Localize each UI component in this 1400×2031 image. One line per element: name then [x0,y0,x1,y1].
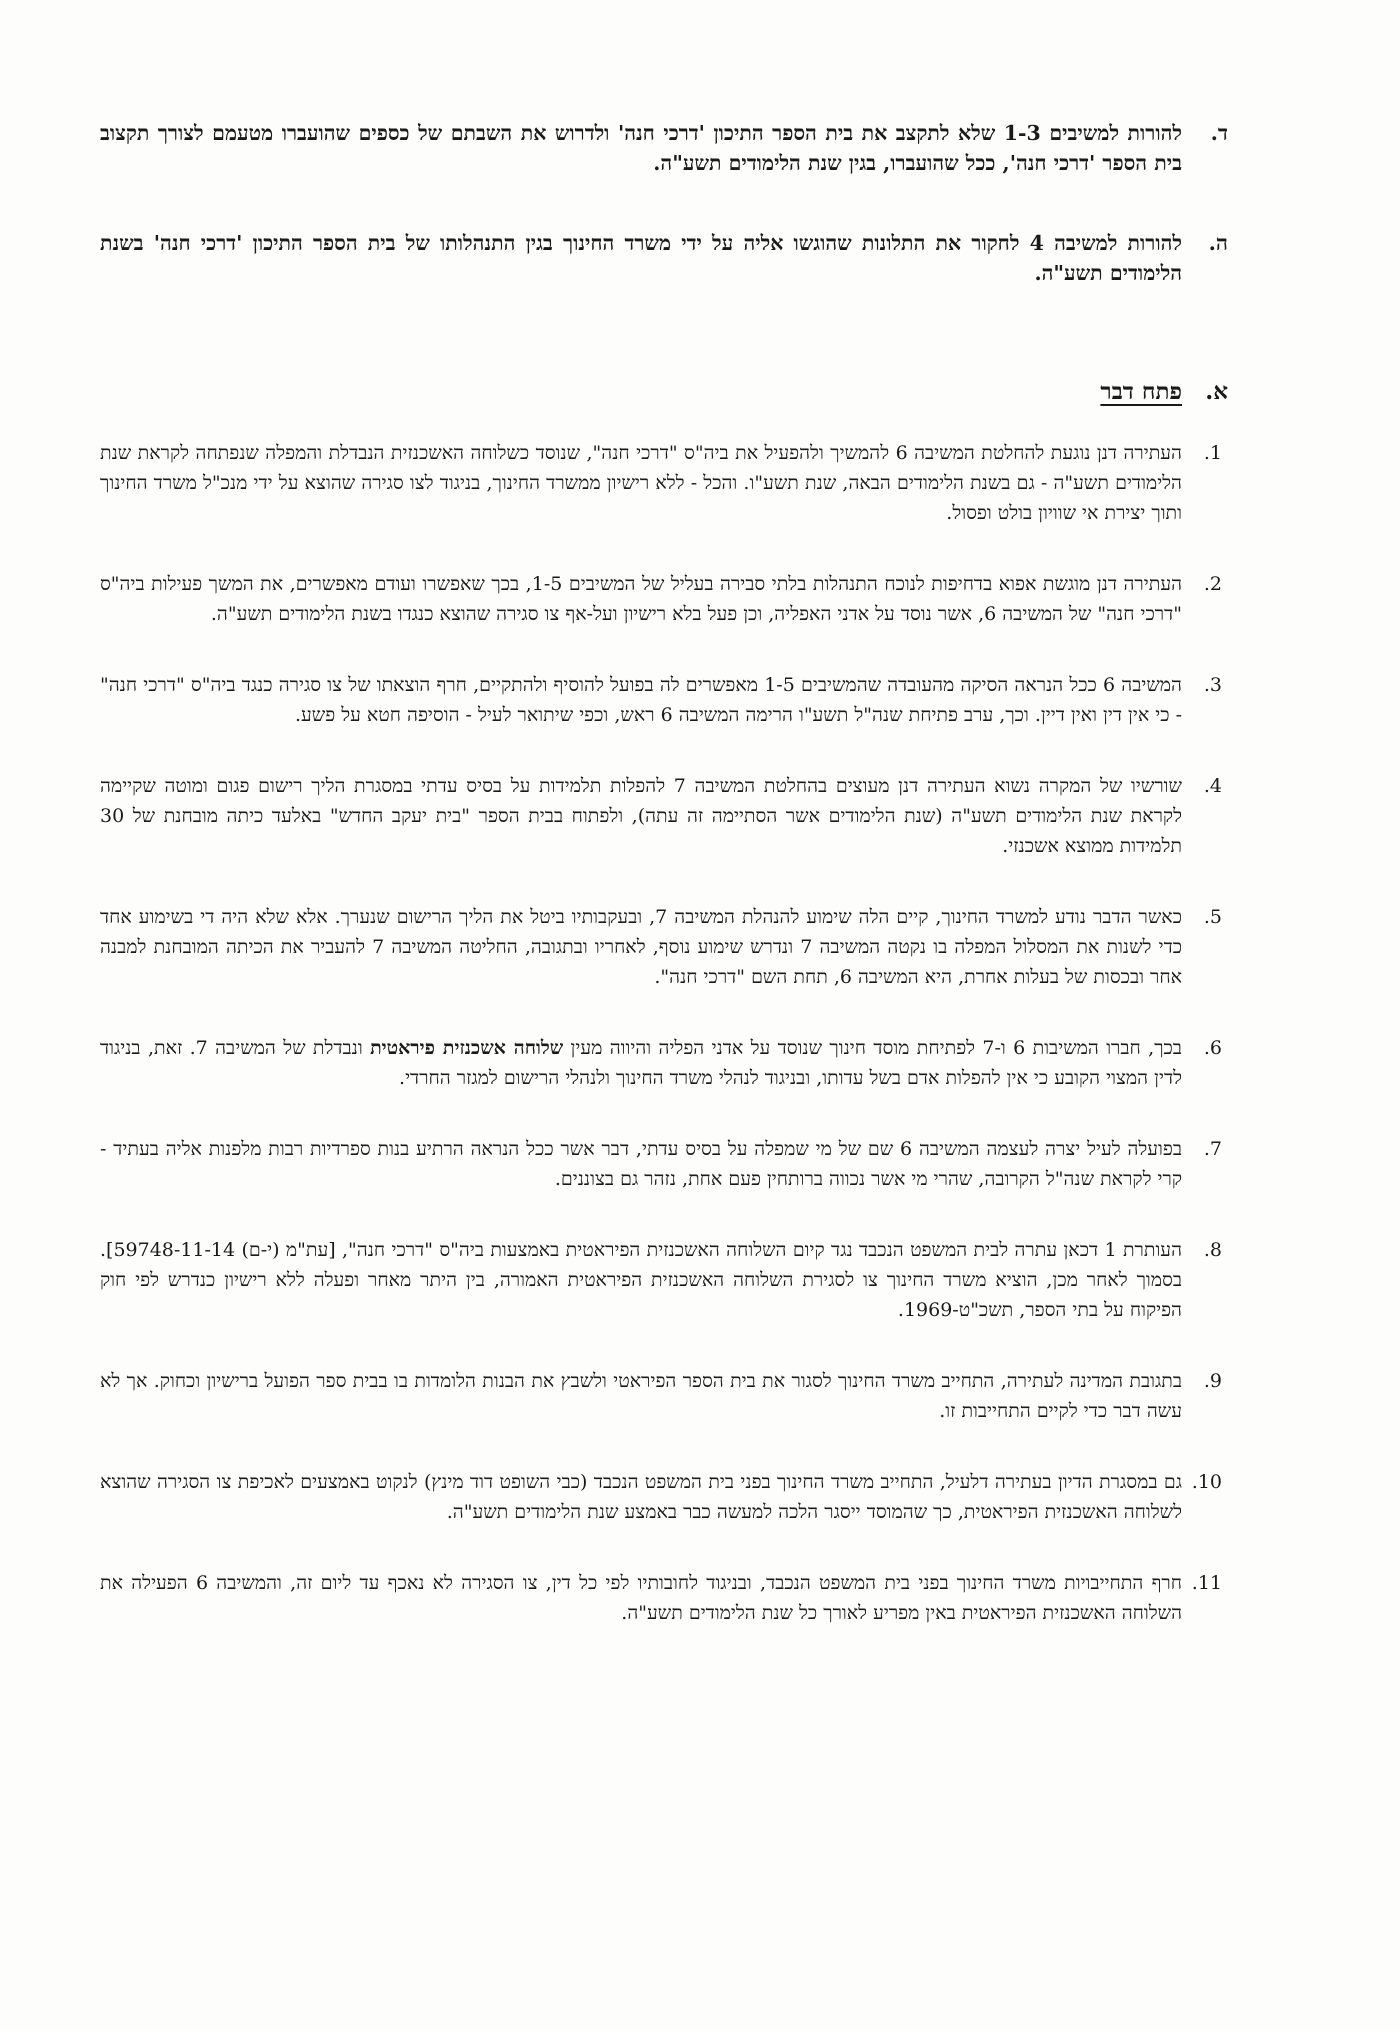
clause-text: להורות למשיבה 4 לחקור את התלונות שהוגשו אליה על ידי משרד החינוך בגין התנהלותו של בית הספר התיכון 'דרכי חנה' בשנת הלימודים תשע"ה. [100,231,1182,285]
paragraph-9 [100,1366,1228,1426]
paragraph-4 [100,771,1228,861]
clause-letter: ד. [1210,120,1228,145]
section-heading [100,376,1228,408]
paragraph-text: העתירה דנן מוגשת אפוא בדחיפות לנוכח התנהלות בלתי סבירה בעליל של המשיבים 1-5, בכך שאפשרו ועודם מאפשרים, את המשך פעילות ביה"ס "דרכי חנה" של המשיבה 6, אשר נוסד על אדני האפליה, וכן פעל בלא רישיון ועל-אף צו סגירה שהוצא כנגדו בשנת הלימודים תשע"ה. [100,573,1182,625]
paragraph-text: בתגובת המדינה לעתירה, התחייב משרד החינוך לסגור את בית הספר הפיראטי ולשבץ את הבנות הלומדות בו בבית ספר הפועל ברישיון וכחוק. אך לא עשה דבר כדי לקיים התחייבות זו. [100,1370,1182,1422]
paragraph-number: 11. [1191,1572,1222,1594]
paragraph-number: 1. [1203,442,1222,464]
paragraph-number: 3. [1203,674,1222,696]
paragraph-6 [100,1033,1228,1093]
clause-text: להורות למשיבים 1-3 שלא לתקצב את בית הספר התיכון 'דרכי חנה' ולדרוש את השבתם של כספים שהועברו מטעמם לצורך תקצוב בית הספר 'דרכי חנה', ככל שהועברו, בגין שנת הלימודים תשע"ה. [100,121,1182,175]
clause-letter: ה. [1208,230,1228,255]
paragraph-text: שורשיו של המקרה נשוא העתירה דנן מעוצים בהחלטת המשיבה 7 להפלות תלמידות על בסיס עדתי במסגרת הליך רישום פגום ומוטה שקיימה לקראת שנת הלימודים תשע"ה (שנת הלימודים אשר הסתיימה זה עתה), ולפתוח בבית הספר "בית יעקב החדש" באלעד כיתה מובחנת של 30 תלמידות ממוצא אשכנזי. [100,775,1182,857]
paragraph-text: כאשר הדבר נודע למשרד החינוך, קיים הלה שימוע להנהלת המשיבה 7, ובעקבותיו ביטל את הליך הרישום שנערך. אלא שלא היה די בשימוע אחד כדי לשנות את המסלול המפלה בו נקטה המשיבה 7 ונדרש שימוע נוסף, לאחריו ובתגובה, החליטה המשיבה 7 להעביר את הכיתה המובחנת למבנה אחר ובכסות של בעלות אחרת, היא המשיבה 6, תחת השם "דרכי חנה". [100,906,1183,988]
paragraph-8 [100,1235,1228,1325]
paragraph-3 [100,670,1228,730]
paragraph-11 [100,1568,1228,1628]
paragraph-text: גם במסגרת הדיון בעתירה דלעיל, התחייב משרד החינוך בפני בית המשפט הנכבד (כבי השופט דוד מינץ) לנקוט באמצעים לאכיפת צו הסגירה שהוצא לשלוחה האשכנזית הפיראטית, כך שהמוסד ייסגר הלכה למעשה כבר באמצע שנת הלימודים תשע"ה. [100,1471,1182,1523]
paragraph-number: 6. [1203,1037,1222,1059]
paragraph-number: 4. [1203,775,1222,797]
paragraph-text: המשיבה 6 ככל הנראה הסיקה מהעובדה שהמשיבים 1-5 מאפשרים לה בפועל להוסיף ולהתקיים, חרף הוצאתו של צו סגירה כנגד ביה"ס "דרכי חנה" - כי אין דין ואין דיין. וכך, ערב פתיחת שנה"ל תשע"ו הרימה המשיבה 6 ראש, וכפי שיתואר לעיל - הוסיפה חטא על פשע. [100,674,1182,726]
paragraph-number: 7. [1203,1138,1222,1160]
paragraph-number: 8. [1203,1239,1222,1261]
paragraph-1 [100,438,1228,528]
paragraph-2 [100,569,1228,629]
section-title: פתח דבר [1100,378,1182,405]
paragraph-text-bold: שלוחה אשכנזית פיראטית [370,1037,564,1059]
paragraph-text: בפועלה לעיל יצרה לעצמה המשיבה 6 שם של מי שמפלה על בסיס עדתי, דבר אשר ככל הנראה הרתיע בנות ספרדיות רבות מלפנות אליה בעתיד - קרי לקראת שנה"ל הקרובה, שהרי מי אשר נכווה ברותחין פעם אחת, נזהר גם בצוננים. [100,1138,1182,1190]
paragraph-number: 10. [1191,1471,1222,1493]
paragraph-text-pre: בכך, חברו המשיבות 6 ו-7 לפתיחת מוסד חינוך שנוסד על אדני הפליה והיווה מעין [563,1037,1182,1059]
relief-clause-e [100,228,1228,288]
paragraph-text-post: ונבדלת של המשיבה 7. זאת, בניגוד לדין המצוי הקובע כי אין להפלות אדם בשל עדותו, ובניגוד לנהלי משרד החינוך ולנהלי הרישום למגזר החרדי. [100,1037,1182,1089]
paragraph-5 [100,902,1228,992]
paragraph-text: העתירה דנן נוגעת להחלטת המשיבה 6 להמשיך ולהפעיל את ביה"ס "דרכי חנה", שנוסד כשלוחה האשכנזית הנבדלת והמפלה שנפתחה לקראת שנת הלימודים תשע"ה - גם בשנת הלימודים הבאה, שנת תשע"ו. והכל - ללא רישיון ממשרד החינוך, בניגוד לצו סגירה שהוצא על ידי מנכ"ל משרד החינוך ותוך יצירת אי שוויון בולט ופסול. [100,442,1182,524]
paragraph-number: 2. [1203,573,1222,595]
paragraph-number: 5. [1203,906,1222,928]
paragraph-text: העותרת 1 דכאן עתרה לבית המשפט הנכבד נגד קיום השלוחה האשכנזית הפיראטית באמצעות ביה"ס "דרכי חנה", [עת"מ (י-ם) 59748-11-14]. בסמוך לאחר מכן, הוציא משרד החינוך צו לסגירת השלוחה האשכנזית הפיראטית האמורה, בין היתר מאחר ופעלה ללא רישיון כנדרש לפי חוק הפיקוח על בתי הספר, תשכ"ט-1969. [100,1239,1182,1321]
paragraph-number: 9. [1203,1370,1222,1392]
paragraph-text: חרף התחייבויות משרד החינוך בפני בית המשפט הנכבד, ובניגוד לחובותיו לפי כל דין, צו הסגירה לא נאכף עד ליום זה, והמשיבה 6 הפעילה את השלוחה האשכנזית הפיראטית באין מפריע לאורך כל שנת הלימודים תשע"ה. [100,1572,1182,1624]
paragraph-7 [100,1134,1228,1194]
section-letter: א. [1205,378,1228,405]
paragraph-text [100,1033,1182,1093]
relief-clause-d [100,118,1228,178]
paragraph-10 [100,1467,1228,1527]
